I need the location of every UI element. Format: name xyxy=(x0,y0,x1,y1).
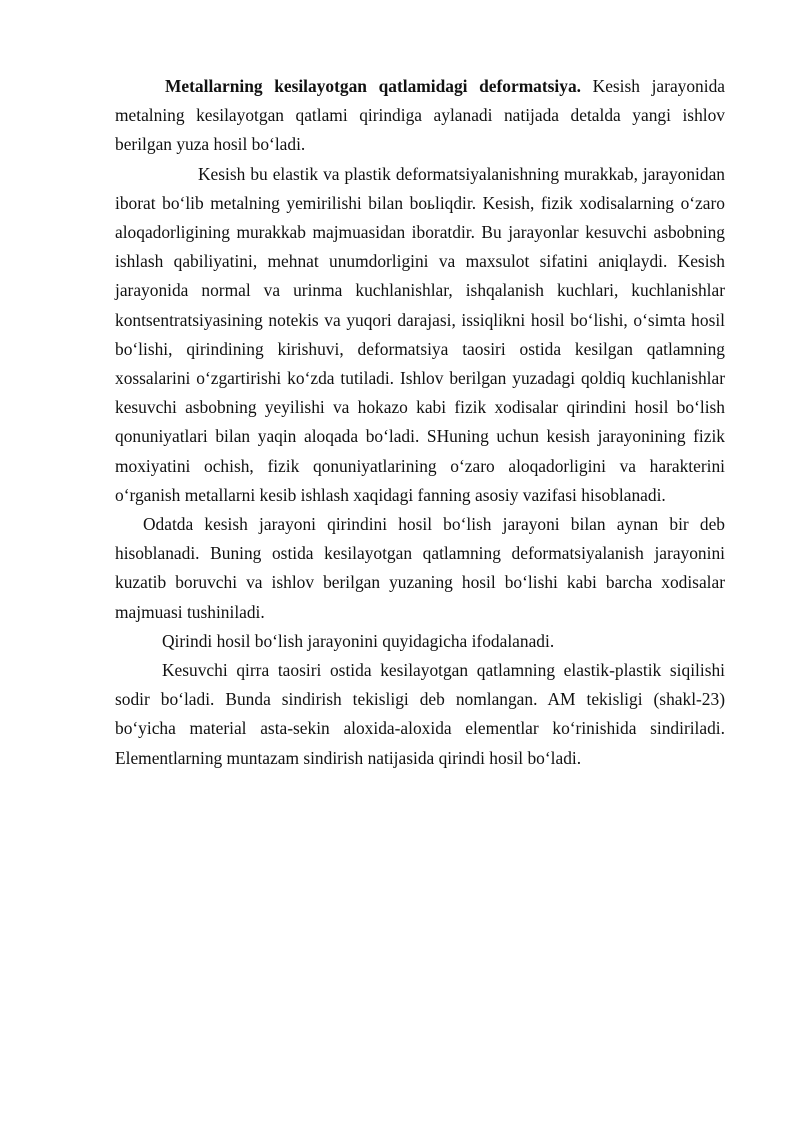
paragraph-chip-formation: Odatda kesish jarayoni qirindini hosil bo‘lish jarayoni bilan aynan bir deb hisoblanadi. Buning ostida kesilayotgan qatlamning deformatsiyalanish jarayonini kuzatib boruvchi va ishlov berilgan yuzaning hosil bo‘lishi kabi barcha xodisalar majmuasi tushiniladi. xyxy=(115,514,725,622)
paragraph-elastic-plastic: Kesuvchi qirra taosiri ostida kesilayotgan qatlamning elastik-plastik siqilishi sodir bo‘ladi. Bunda sindirish tekisligi deb nomlangan. AM tekisligi (shakl-23) bo‘yicha material asta-sekin aloxida-aloxida elementlar ko‘rinishida sindiriladi. Elementlarning muntazam sindirish natijasida qirindi hosil bo‘ladi. xyxy=(115,660,725,768)
section-heading: Metallarning kesilayotgan qatlamidagi deformatsiya. xyxy=(165,76,582,96)
document-body xyxy=(115,72,725,773)
paragraph-cutting-process: Kesish bu elastik va plastik deformatsiyalanishning murakkab, jarayonidan iborat bo‘lib metalning yemirilishi bilan boьliqdir. Kesish, fizik xodisalarning o‘zaro aloqadorligining murakkab majmuasidan iboratdir. Bu jarayonlar kesuvchi asbobning ishlash qabiliyatini, mehnat unumdorligini va maxsulot sifatini aniqlaydi. Kesish jarayonida normal va urinma kuchlanishlar, ishqalanish kuchlari, kuchlanishlar kontsentratsiyasining notekis va yuqori darajasi, issiqlikni hosil bo‘lishi, o‘simta hosil bo‘lishi, qirindining kirishuvi, deformatsiya taosiri ostida kesilgan qatlamning xossalarini o‘zgartirishi ko‘zda tutiladi. Ishlov berilgan yuzadagi qoldiq kuchlanishlar kesuvchi asbobning yeyilishi va hokazo kabi fizik xodisalar qirindini hosil bo‘lish qonuniyatlari bilan yaqin aloqada bo‘ladi. SHuning uchun kesish jarayonining fizik moxiyatini ochish, fizik qonuniyatlarining o‘zaro aloqadorligini va harakterini o‘rganish metallarni kesib ishlash xaqidagi fanning asosiy vazifasi hisoblanadi. xyxy=(115,163,725,505)
paragraph-intro xyxy=(115,72,725,160)
paragraph-chip-expression: Qirindi hosil bo‘lish jarayonini quyidagicha ifodalanadi. xyxy=(162,630,555,651)
paragraph-intro-text: Kesish jarayonida metalning kesilayotgan qatlami qirindiga aylanadi natijada detalda yangi ishlov berilgan yuza hosil bo‘ladi. xyxy=(115,76,725,155)
